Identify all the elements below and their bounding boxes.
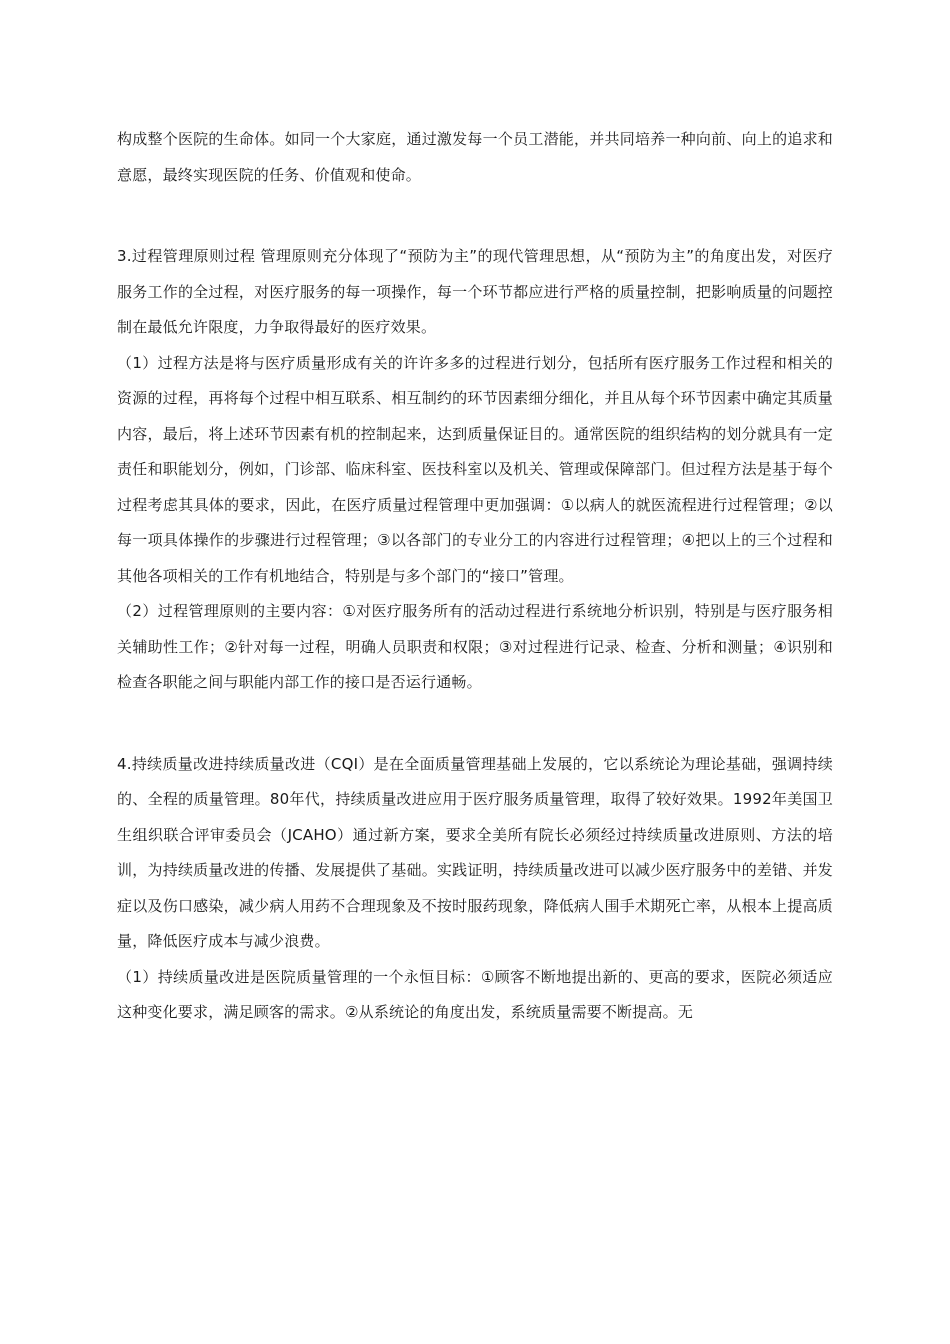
paragraph-cqi: 4.持续质量改进持续质量改进（CQI）是在全面质量管理基础上发展的，它以系统论为理论基础，强调持续的、全程的质量管理。80年代，持续质量改进应用于医疗服务质量管理，取得了较好效果。1992年美国卫生组织联合评审委员会（JCAHO）通过新方案，要求全美所有院长必须经过持续质量改进原则、方法的培训，为持续质量改进的传播、发展提供了基础。实践证明，持续质量改进可以减少医疗服务中的差错、并发症以及伤口感染，减少病人用药不合理现象及不按时服药现象，降低病人围手术期死亡率，从根本上提高质量，降低医疗成本与减少浪费。 [117,754,833,950]
paragraph-cqi-goal: （1）持续质量改进是医院质量管理的一个永恒目标：①顾客不断地提出新的、更高的要求，医院必须适应这种变化要求，满足顾客的需求。②从系统论的角度出发，系统质量需要不断提高。无 [117,967,833,1021]
paragraph-process-method: （1）过程方法是将与医疗质量形成有关的许许多多的过程进行划分，包括所有医疗服务工作过程和相关的资源的过程，再将每个过程中相互联系、相互制约的环节因素细分细化，并且从每个环节因素中确定其质量内容，最后，将上述环节因素有机的控制起来，达到质量保证目的。通常医院的组织结构的划分就具有一定责任和职能划分，例如，门诊部、临床科室、医技科室以及机关、管理或保障部门。但过程方法是基于每个过程考虑其具体的要求，因此，在医疗质量过程管理中更加强调：①以病人的就医流程进行过程管理；②以每一项具体操作的步骤进行过程管理；③以各部门的专业分工的内容进行过程管理；④把以上的三个过程和其他各项相关的工作有机地结合，特别是与多个部门的“接口”管理。 [117,353,833,585]
paragraph-spacer [117,701,833,747]
paragraph-process-management: 3.过程管理原则过程 管理原则充分体现了“预防为主”的现代管理思想，从“预防为主”的角度出发，对医疗服务工作的全过程，对医疗服务的每一项操作，每一个环节都应进行严格的质量控制，把影响质量的问题控制在最低允许限度，力争取得最好的医疗效果。 [117,247,833,336]
document-body [117,122,833,1031]
paragraph-spacer [117,193,833,239]
paragraph-process-principle-content: （2）过程管理原则的主要内容：①对医疗服务所有的活动过程进行系统地分析识别，特别是与医疗服务相关辅助性工作；②针对每一过程，明确人员职责和权限；③对过程进行记录、检查、分析和测量；④识别和检查各职能之间与职能内部工作的接口是否运行通畅。 [117,602,833,691]
paragraph-intro-continued: 构成整个医院的生命体。如同一个大家庭，通过激发每一个员工潜能，并共同培养一种向前、向上的追求和意愿，最终实现医院的任务、价值观和使命。 [117,130,833,184]
